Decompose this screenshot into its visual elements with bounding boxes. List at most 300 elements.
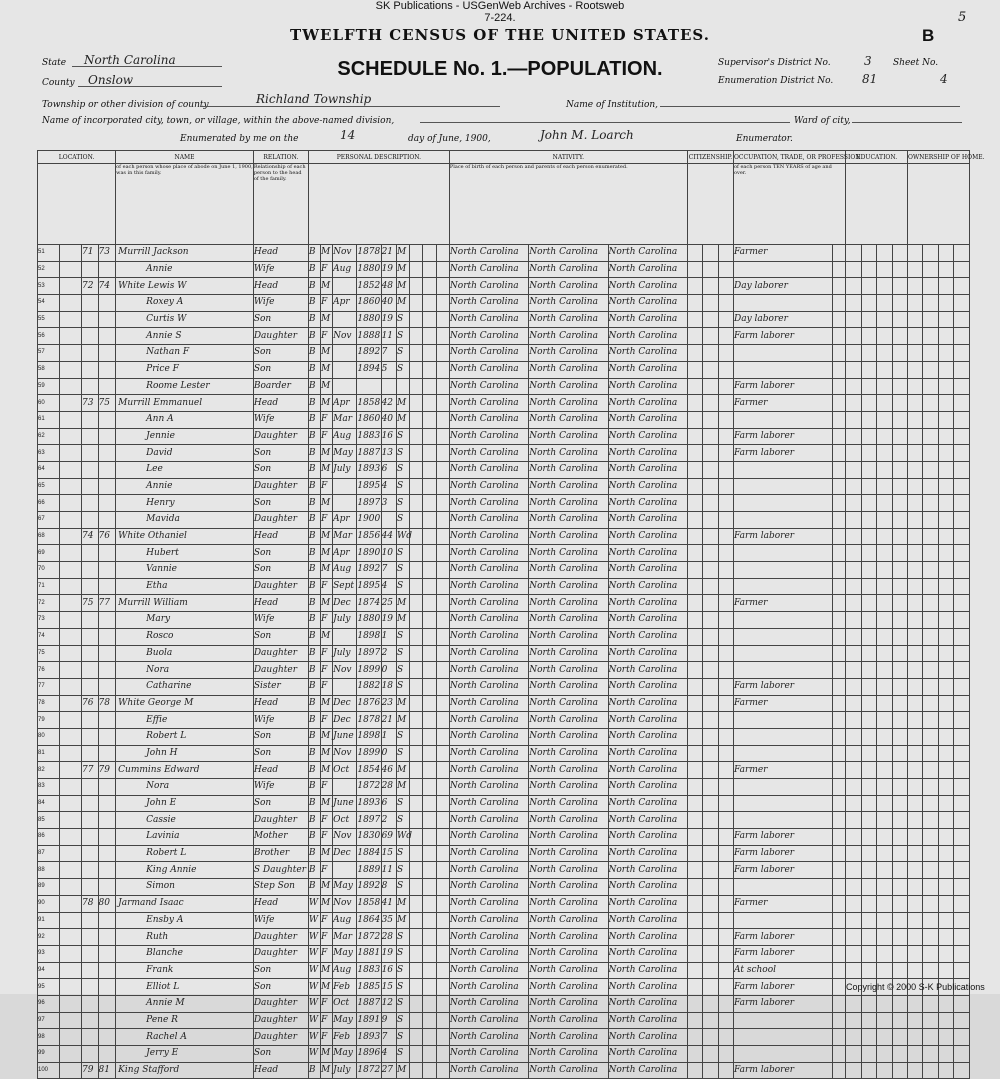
empty-cell bbox=[410, 1029, 423, 1046]
cell-occ: Farm laborer bbox=[734, 428, 833, 445]
empty-cell bbox=[60, 395, 82, 412]
empty-cell bbox=[892, 645, 907, 662]
empty-cell bbox=[938, 378, 953, 395]
cell-occ: Farm laborer bbox=[734, 378, 833, 395]
cell-fam: 75 bbox=[98, 395, 116, 412]
empty-cell bbox=[718, 528, 733, 545]
empty-cell bbox=[687, 795, 702, 812]
empty-cell bbox=[877, 595, 892, 612]
cell-occ: Farm laborer bbox=[734, 929, 833, 946]
empty-cell bbox=[703, 361, 718, 378]
empty-cell bbox=[846, 812, 861, 829]
cell-month bbox=[333, 862, 357, 879]
cell-mbirth: North Carolina bbox=[608, 612, 687, 629]
line-number: 91 bbox=[38, 912, 60, 929]
cell-mar: M bbox=[396, 712, 409, 729]
empty-cell bbox=[892, 628, 907, 645]
cell-occ: Farmer bbox=[734, 762, 833, 779]
cell-occ bbox=[734, 645, 833, 662]
table-row bbox=[38, 445, 970, 462]
line-number: 59 bbox=[38, 378, 60, 395]
cell-sex: F bbox=[321, 478, 333, 495]
empty-cell bbox=[423, 762, 436, 779]
empty-cell bbox=[703, 895, 718, 912]
empty-cell bbox=[923, 495, 938, 512]
empty-cell bbox=[892, 1029, 907, 1046]
empty-cell bbox=[923, 512, 938, 529]
cell-mbirth: North Carolina bbox=[608, 245, 687, 262]
empty-cell bbox=[703, 845, 718, 862]
cell-year: 1872 bbox=[357, 929, 381, 946]
empty-cell bbox=[60, 1046, 82, 1063]
empty-cell bbox=[892, 1012, 907, 1029]
empty-cell bbox=[954, 612, 970, 629]
cell-year: 1894 bbox=[357, 361, 381, 378]
empty-cell bbox=[703, 945, 718, 962]
cell-occ: Farm laborer bbox=[734, 678, 833, 695]
cell-rel: Step Son bbox=[253, 879, 308, 896]
empty-cell bbox=[687, 578, 702, 595]
empty-cell bbox=[687, 445, 702, 462]
empty-cell bbox=[423, 545, 436, 562]
empty-cell bbox=[60, 245, 82, 262]
empty-cell bbox=[703, 1062, 718, 1079]
empty-cell bbox=[410, 612, 423, 629]
empty-cell bbox=[954, 1029, 970, 1046]
cell-fam bbox=[98, 979, 116, 996]
empty-cell bbox=[718, 762, 733, 779]
cell-color: W bbox=[308, 929, 320, 946]
empty-cell bbox=[687, 378, 702, 395]
ward-underline bbox=[852, 122, 962, 123]
empty-cell bbox=[877, 829, 892, 846]
line-number: 85 bbox=[38, 812, 60, 829]
empty-cell bbox=[833, 779, 846, 796]
empty-cell bbox=[892, 311, 907, 328]
empty-cell bbox=[703, 578, 718, 595]
cell-fbirth: North Carolina bbox=[529, 261, 608, 278]
cell-rel: Son bbox=[253, 745, 308, 762]
cell-fbirth: North Carolina bbox=[529, 1029, 608, 1046]
empty-cell bbox=[718, 245, 733, 262]
empty-cell bbox=[436, 428, 449, 445]
cell-color: B bbox=[308, 662, 320, 679]
empty-cell bbox=[423, 795, 436, 812]
cell-fam: 77 bbox=[98, 595, 116, 612]
cell-rel: Wife bbox=[253, 411, 308, 428]
empty-cell bbox=[718, 795, 733, 812]
banner-line-2: 7-224. bbox=[484, 12, 516, 24]
empty-cell bbox=[892, 728, 907, 745]
empty-cell bbox=[436, 545, 449, 562]
table-row bbox=[38, 1046, 970, 1063]
line-number: 70 bbox=[38, 562, 60, 579]
empty-cell bbox=[410, 945, 423, 962]
empty-cell bbox=[892, 762, 907, 779]
table-row bbox=[38, 245, 970, 262]
empty-cell bbox=[938, 1062, 953, 1079]
empty-cell bbox=[60, 829, 82, 846]
cell-name: Buola bbox=[116, 645, 254, 662]
cell-month: May bbox=[333, 445, 357, 462]
cell-color: B bbox=[308, 612, 320, 629]
cell-birth: North Carolina bbox=[449, 278, 528, 295]
empty-cell bbox=[410, 812, 423, 829]
empty-cell bbox=[423, 628, 436, 645]
table-row bbox=[38, 695, 970, 712]
empty-cell bbox=[718, 1062, 733, 1079]
empty-cell bbox=[410, 845, 423, 862]
empty-cell bbox=[846, 645, 861, 662]
empty-cell bbox=[892, 395, 907, 412]
line-number: 89 bbox=[38, 879, 60, 896]
empty-cell bbox=[954, 762, 970, 779]
empty-cell bbox=[833, 528, 846, 545]
empty-cell bbox=[938, 428, 953, 445]
cell-occ bbox=[734, 478, 833, 495]
empty-cell bbox=[877, 428, 892, 445]
enumeration-district-label: Enumeration District No. bbox=[718, 76, 834, 86]
cell-fbirth: North Carolina bbox=[529, 712, 608, 729]
empty-cell bbox=[954, 278, 970, 295]
empty-cell bbox=[892, 779, 907, 796]
empty-cell bbox=[718, 695, 733, 712]
empty-cell bbox=[892, 261, 907, 278]
line-number: 88 bbox=[38, 862, 60, 879]
empty-cell bbox=[436, 662, 449, 679]
cell-color: B bbox=[308, 428, 320, 445]
cell-rel: Head bbox=[253, 1062, 308, 1079]
cell-rel: Daughter bbox=[253, 578, 308, 595]
empty-cell bbox=[923, 895, 938, 912]
cell-sex: F bbox=[321, 712, 333, 729]
empty-cell bbox=[60, 779, 82, 796]
cell-name: Jerry E bbox=[116, 1046, 254, 1063]
empty-cell bbox=[718, 395, 733, 412]
line-number: 90 bbox=[38, 895, 60, 912]
cell-month: Nov bbox=[333, 745, 357, 762]
empty-cell bbox=[908, 695, 923, 712]
empty-cell bbox=[718, 428, 733, 445]
empty-cell bbox=[923, 311, 938, 328]
cell-mar: M bbox=[396, 762, 409, 779]
empty-cell bbox=[410, 545, 423, 562]
empty-cell bbox=[923, 245, 938, 262]
cell-rel: Head bbox=[253, 278, 308, 295]
cell-fbirth: North Carolina bbox=[529, 895, 608, 912]
empty-cell bbox=[892, 712, 907, 729]
cell-year: 1899 bbox=[357, 745, 381, 762]
cell-birth: North Carolina bbox=[449, 945, 528, 962]
cell-dw: 76 bbox=[82, 695, 99, 712]
empty-cell bbox=[846, 562, 861, 579]
empty-cell bbox=[892, 512, 907, 529]
cell-mar: S bbox=[396, 495, 409, 512]
empty-cell bbox=[703, 628, 718, 645]
empty-cell bbox=[436, 278, 449, 295]
county-label: County bbox=[42, 78, 75, 88]
cell-birth: North Carolina bbox=[449, 962, 528, 979]
cell-rel: Daughter bbox=[253, 428, 308, 445]
cell-dw bbox=[82, 929, 99, 946]
empty-cell bbox=[877, 779, 892, 796]
cell-sex: F bbox=[321, 612, 333, 629]
empty-cell bbox=[833, 495, 846, 512]
cell-mar: S bbox=[396, 1012, 409, 1029]
empty-cell bbox=[718, 728, 733, 745]
cell-year: 1878 bbox=[357, 245, 381, 262]
cell-mbirth: North Carolina bbox=[608, 812, 687, 829]
cell-color: W bbox=[308, 1012, 320, 1029]
empty-cell bbox=[687, 562, 702, 579]
empty-cell bbox=[718, 545, 733, 562]
cell-month: July bbox=[333, 645, 357, 662]
cell-fbirth: North Carolina bbox=[529, 345, 608, 362]
cell-age: 15 bbox=[381, 845, 396, 862]
empty-cell bbox=[410, 562, 423, 579]
empty-cell bbox=[892, 829, 907, 846]
empty-cell bbox=[436, 345, 449, 362]
cell-fam bbox=[98, 862, 116, 879]
cell-fam bbox=[98, 512, 116, 529]
cell-mar: S bbox=[396, 929, 409, 946]
empty-cell bbox=[861, 795, 876, 812]
cell-birth: North Carolina bbox=[449, 411, 528, 428]
empty-cell bbox=[423, 662, 436, 679]
empty-cell bbox=[892, 328, 907, 345]
cell-name: Mavida bbox=[116, 512, 254, 529]
personal-subhead bbox=[308, 164, 449, 245]
empty-cell bbox=[877, 295, 892, 312]
cell-mbirth: North Carolina bbox=[608, 645, 687, 662]
empty-cell bbox=[833, 361, 846, 378]
empty-cell bbox=[687, 929, 702, 946]
empty-cell bbox=[423, 1062, 436, 1079]
cell-month bbox=[333, 628, 357, 645]
supervisor-value: 3 bbox=[864, 54, 872, 68]
empty-cell bbox=[908, 745, 923, 762]
empty-cell bbox=[718, 328, 733, 345]
empty-cell bbox=[908, 862, 923, 879]
cell-fbirth: North Carolina bbox=[529, 678, 608, 695]
cell-age: 12 bbox=[381, 995, 396, 1012]
empty-cell bbox=[833, 979, 846, 996]
cell-age: 9 bbox=[381, 1012, 396, 1029]
empty-cell bbox=[892, 745, 907, 762]
empty-cell bbox=[703, 962, 718, 979]
cell-year: 1880 bbox=[357, 261, 381, 278]
empty-cell bbox=[833, 712, 846, 729]
cell-fbirth: North Carolina bbox=[529, 478, 608, 495]
cell-dw bbox=[82, 311, 99, 328]
empty-cell bbox=[423, 461, 436, 478]
cell-mar: S bbox=[396, 995, 409, 1012]
table-row bbox=[38, 295, 970, 312]
cell-name: Effie bbox=[116, 712, 254, 729]
empty-cell bbox=[60, 361, 82, 378]
empty-cell bbox=[846, 545, 861, 562]
empty-cell bbox=[938, 728, 953, 745]
empty-cell bbox=[861, 562, 876, 579]
empty-cell bbox=[861, 812, 876, 829]
empty-cell bbox=[436, 862, 449, 879]
empty-cell bbox=[954, 461, 970, 478]
cell-mbirth: North Carolina bbox=[608, 879, 687, 896]
empty-cell bbox=[687, 762, 702, 779]
cell-color: B bbox=[308, 395, 320, 412]
empty-cell bbox=[687, 645, 702, 662]
cell-color: B bbox=[308, 578, 320, 595]
empty-cell bbox=[923, 829, 938, 846]
empty-cell bbox=[938, 678, 953, 695]
cell-mbirth: North Carolina bbox=[608, 361, 687, 378]
table-row bbox=[38, 845, 970, 862]
empty-cell bbox=[908, 912, 923, 929]
empty-cell bbox=[833, 945, 846, 962]
cell-mbirth: North Carolina bbox=[608, 311, 687, 328]
cell-dw bbox=[82, 261, 99, 278]
empty-cell bbox=[892, 545, 907, 562]
empty-cell bbox=[423, 779, 436, 796]
empty-cell bbox=[954, 695, 970, 712]
cell-name: Lavinia bbox=[116, 829, 254, 846]
table-row bbox=[38, 1062, 970, 1079]
cell-month: Mar bbox=[333, 528, 357, 545]
empty-cell bbox=[861, 879, 876, 896]
cell-sex: M bbox=[321, 895, 333, 912]
cell-occ: At school bbox=[734, 962, 833, 979]
empty-cell bbox=[436, 478, 449, 495]
cell-birth: North Carolina bbox=[449, 612, 528, 629]
cell-sex: F bbox=[321, 912, 333, 929]
empty-cell bbox=[861, 929, 876, 946]
empty-cell bbox=[436, 395, 449, 412]
empty-cell bbox=[703, 695, 718, 712]
cell-year: 1892 bbox=[357, 879, 381, 896]
cell-name: Frank bbox=[116, 962, 254, 979]
cell-name: Elliot L bbox=[116, 979, 254, 996]
cell-month: Oct bbox=[333, 812, 357, 829]
cell-mar: M bbox=[396, 411, 409, 428]
banner-line-1: SK Publications - USGenWeb Archives - Rootsweb bbox=[375, 0, 625, 12]
empty-cell bbox=[703, 1029, 718, 1046]
empty-cell bbox=[954, 1046, 970, 1063]
empty-cell bbox=[877, 378, 892, 395]
cell-dw bbox=[82, 962, 99, 979]
cell-month: Aug bbox=[333, 562, 357, 579]
cell-birth: North Carolina bbox=[449, 395, 528, 412]
empty-cell bbox=[833, 812, 846, 829]
cell-year: 1889 bbox=[357, 862, 381, 879]
line-number: 84 bbox=[38, 795, 60, 812]
empty-cell bbox=[718, 945, 733, 962]
cell-fam bbox=[98, 545, 116, 562]
empty-cell bbox=[423, 1046, 436, 1063]
table-row bbox=[38, 328, 970, 345]
cell-month: June bbox=[333, 795, 357, 812]
empty-cell bbox=[60, 879, 82, 896]
empty-cell bbox=[687, 1029, 702, 1046]
citizenship-subhead bbox=[687, 164, 733, 245]
empty-cell bbox=[877, 895, 892, 912]
cell-mar: M bbox=[396, 912, 409, 929]
empty-cell bbox=[833, 895, 846, 912]
cell-dw bbox=[82, 345, 99, 362]
cell-color: B bbox=[308, 762, 320, 779]
empty-cell bbox=[954, 829, 970, 846]
cell-year: 1895 bbox=[357, 578, 381, 595]
cell-name: Nathan F bbox=[116, 345, 254, 362]
empty-cell bbox=[938, 461, 953, 478]
empty-cell bbox=[718, 445, 733, 462]
cell-dw bbox=[82, 361, 99, 378]
empty-cell bbox=[892, 595, 907, 612]
state-underline bbox=[72, 66, 222, 67]
empty-cell bbox=[846, 662, 861, 679]
county-underline bbox=[78, 86, 222, 87]
cell-dw bbox=[82, 662, 99, 679]
empty-cell bbox=[908, 995, 923, 1012]
empty-cell bbox=[954, 862, 970, 879]
cell-occ bbox=[734, 578, 833, 595]
cell-fam bbox=[98, 829, 116, 846]
cell-mar: S bbox=[396, 545, 409, 562]
cell-mar: M bbox=[396, 895, 409, 912]
empty-cell bbox=[833, 845, 846, 862]
cell-fbirth: North Carolina bbox=[529, 612, 608, 629]
cell-age: 28 bbox=[381, 779, 396, 796]
empty-cell bbox=[703, 261, 718, 278]
empty-cell bbox=[954, 411, 970, 428]
name-header: NAME bbox=[116, 151, 254, 164]
cell-sex: F bbox=[321, 295, 333, 312]
cell-fam bbox=[98, 845, 116, 862]
cell-mar: S bbox=[396, 461, 409, 478]
empty-cell bbox=[954, 562, 970, 579]
cell-dw bbox=[82, 295, 99, 312]
table-row bbox=[38, 411, 970, 428]
empty-cell bbox=[60, 495, 82, 512]
empty-cell bbox=[687, 962, 702, 979]
table-row bbox=[38, 345, 970, 362]
cell-birth: North Carolina bbox=[449, 295, 528, 312]
cell-birth: North Carolina bbox=[449, 461, 528, 478]
empty-cell bbox=[436, 1012, 449, 1029]
empty-cell bbox=[436, 1062, 449, 1079]
cell-sex: M bbox=[321, 879, 333, 896]
empty-cell bbox=[436, 845, 449, 862]
cell-sex: F bbox=[321, 578, 333, 595]
empty-cell bbox=[833, 311, 846, 328]
cell-mbirth: North Carolina bbox=[608, 829, 687, 846]
line-number: 77 bbox=[38, 678, 60, 695]
empty-cell bbox=[423, 245, 436, 262]
cell-dw: 79 bbox=[82, 1062, 99, 1079]
cell-color: B bbox=[308, 695, 320, 712]
empty-cell bbox=[861, 862, 876, 879]
cell-month: Apr bbox=[333, 395, 357, 412]
cell-occ: Farm laborer bbox=[734, 328, 833, 345]
archive-banner bbox=[0, 0, 1000, 24]
table-row bbox=[38, 578, 970, 595]
line-number: 74 bbox=[38, 628, 60, 645]
cell-birth: North Carolina bbox=[449, 645, 528, 662]
cell-age: 21 bbox=[381, 245, 396, 262]
cell-dw bbox=[82, 945, 99, 962]
empty-cell bbox=[892, 945, 907, 962]
empty-cell bbox=[954, 812, 970, 829]
cell-fbirth: North Carolina bbox=[529, 445, 608, 462]
